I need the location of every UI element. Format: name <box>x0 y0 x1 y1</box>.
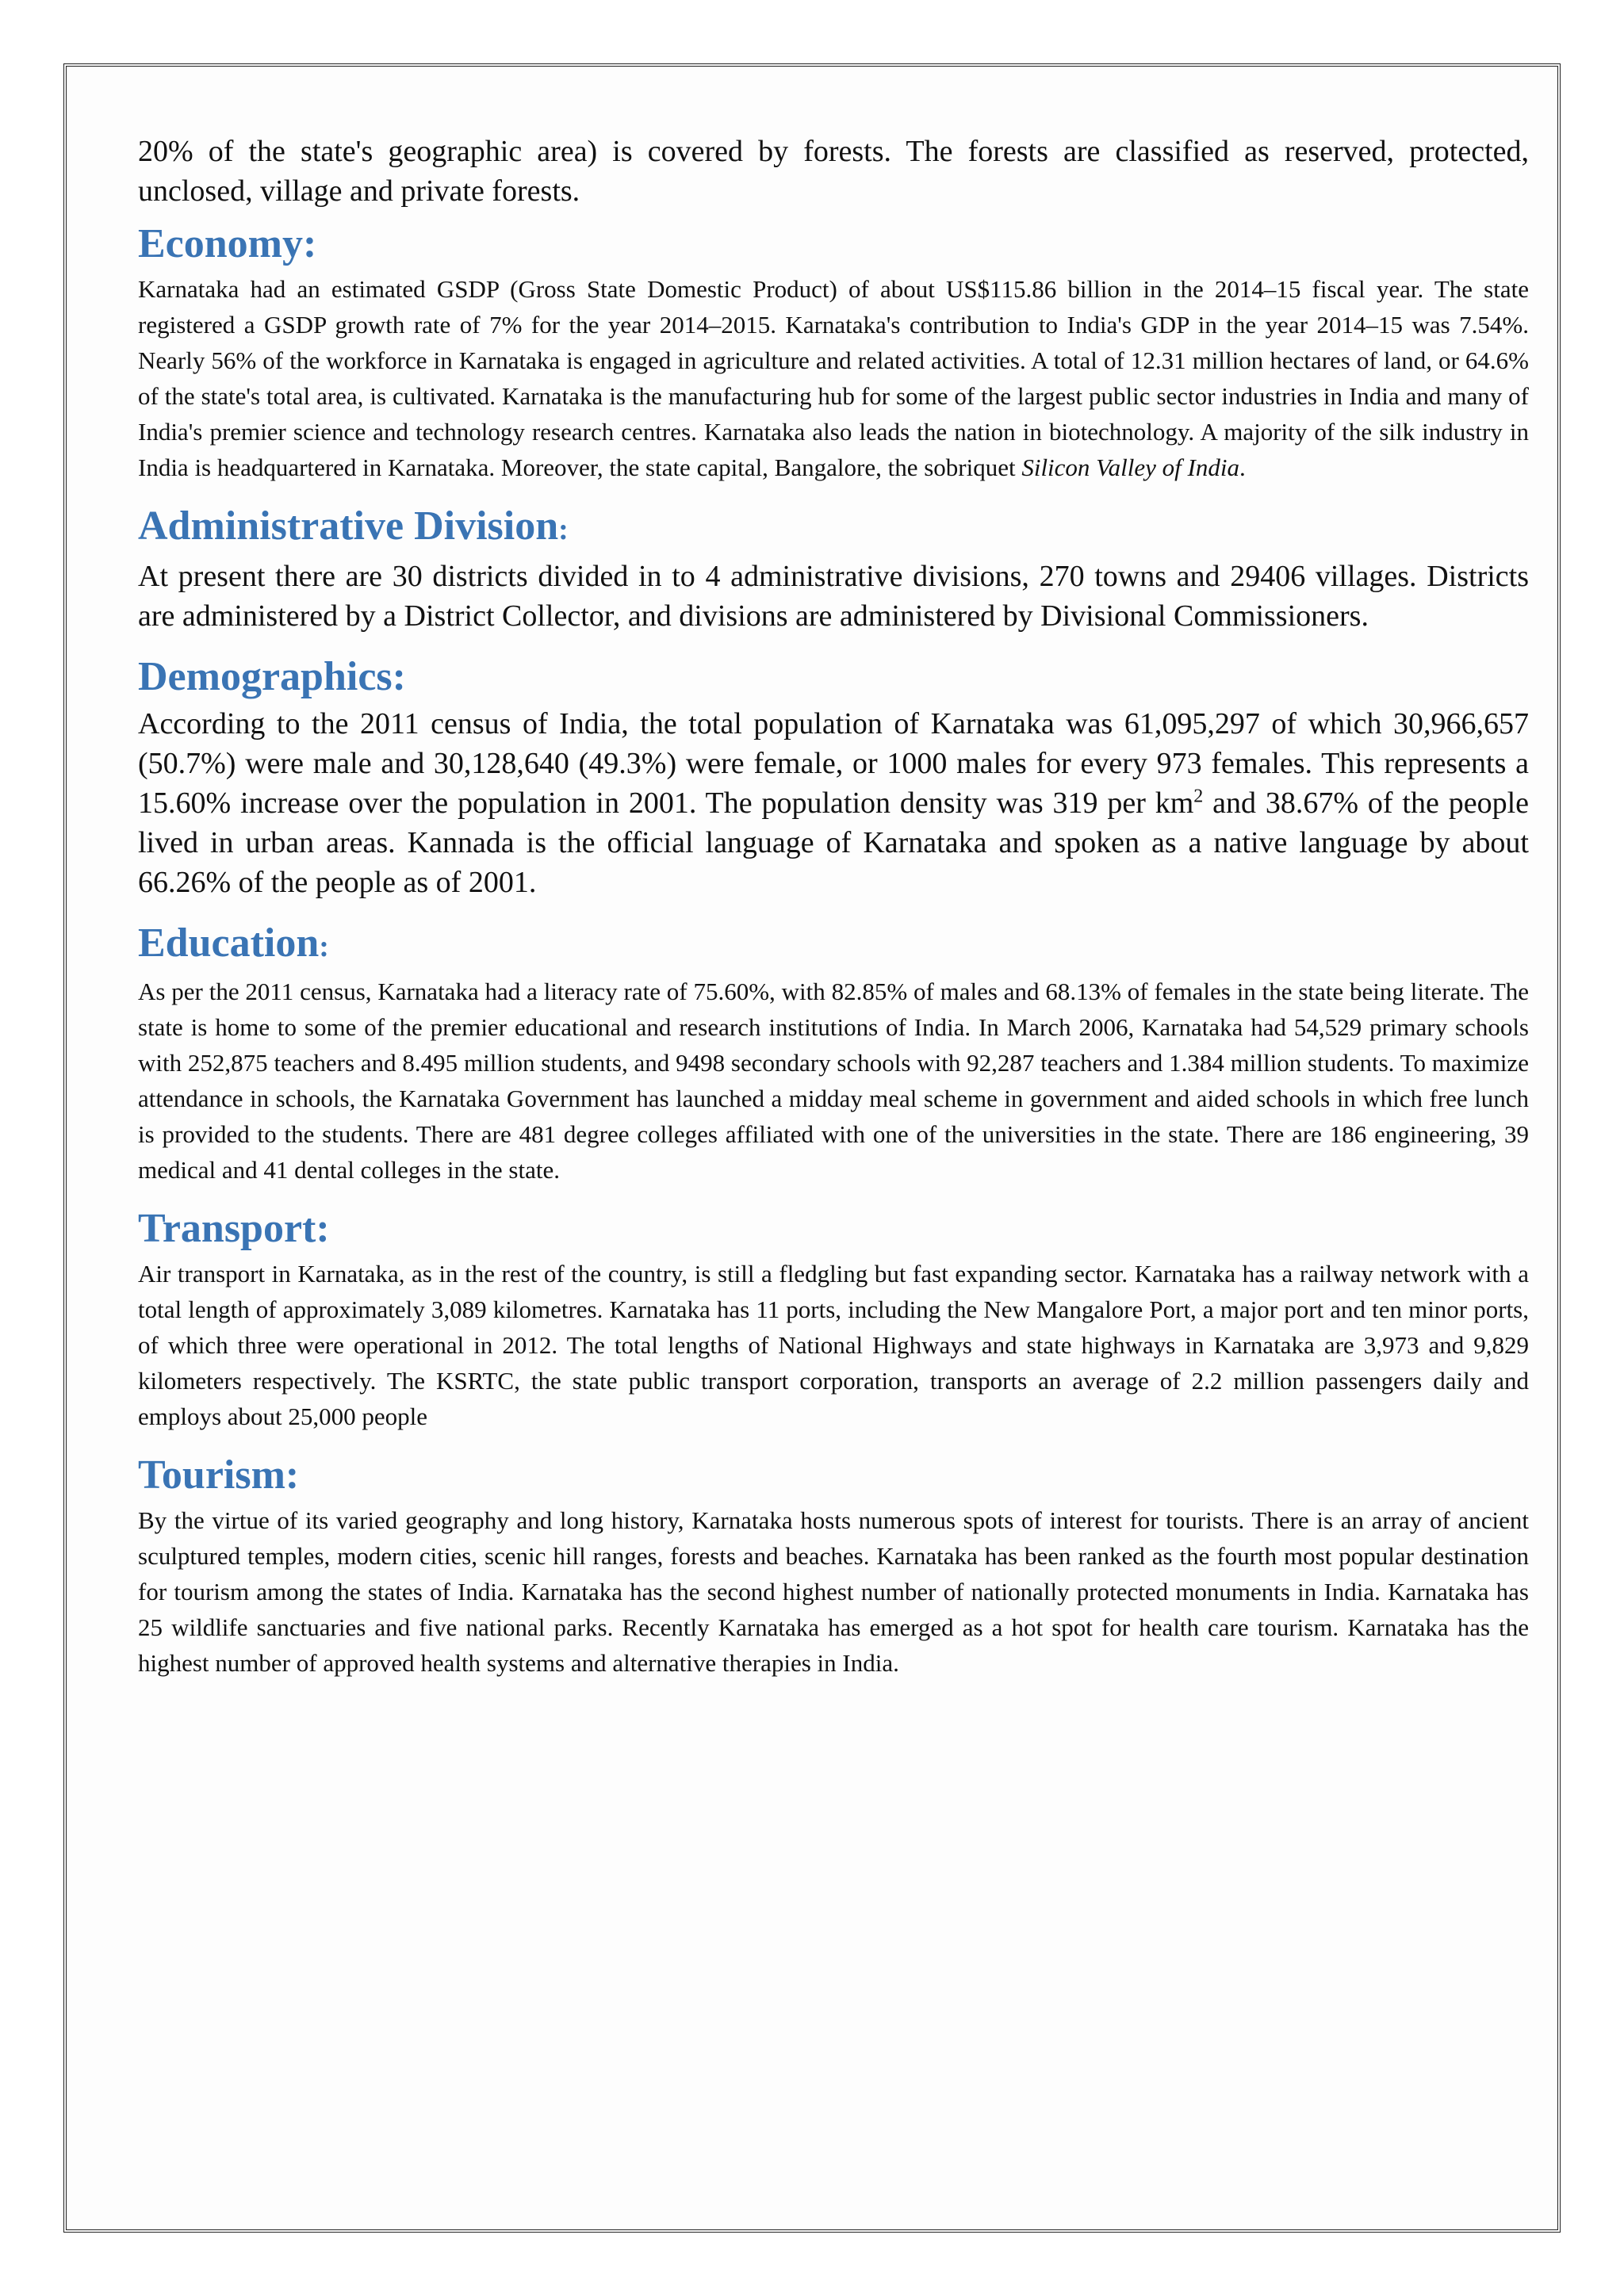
education-section <box>138 921 1529 1188</box>
intro-paragraph: 20% of the state's geographic area) is covered by forests. The forests are classified as reserved, protected, unclosed, village and private forests. <box>138 135 1529 208</box>
tourism-heading: Tourism: <box>138 1452 300 1498</box>
economy-italic-phrase: Silicon Valley of India <box>1021 453 1239 481</box>
superscript-2: 2 <box>1193 786 1204 807</box>
document-body <box>138 132 1529 1681</box>
education-heading <box>138 921 1529 969</box>
demographics-section <box>138 655 1529 902</box>
demographics-paragraph <box>138 704 1529 902</box>
transport-paragraph: Air transport in Karnataka, as in the rest of the country, is still a fledgling but fast expanding sector. Karnataka has a railway network with a total length of approximately 3,089 kilometres. Karnataka has 11 ports, including the New Mangalore Port, a major port and ten minor ports, of which three were operational in 2012. The total lengths of National Highways and state highways in Karnataka are 3,973 and 9,829 kilometers respectively. The KSRTC, the state public transport corporation, transports an average of 2.2 million passengers daily and employs about 25,000 people <box>138 1260 1529 1430</box>
administrative-heading-colon: : <box>558 513 569 546</box>
education-paragraph: As per the 2011 census, Karnataka had a literacy rate of 75.60%, with 82.85% of males and 68.13% of females in the state being literate. The state is home to some of the premier educational and research institutions of India. In March 2006, Karnataka had 54,529 primary schools with 252,875 teachers and 8.495 million students, and 9498 secondary schools with 92,287 teachers and 1.384 million students. To maximize attendance in schools, the Karnataka Government has launched a midday meal scheme in government and aided schools in which free lunch is provided to the students. There are 481 degree colleges affiliated with one of the universities in the state. There are 186 engineering, 39 medical and 41 dental colleges in the state. <box>138 978 1529 1184</box>
transport-section <box>138 1207 1529 1434</box>
economy-section <box>138 222 1529 485</box>
education-heading-text: Education <box>138 920 320 966</box>
economy-paragraph <box>138 271 1529 485</box>
demographics-heading: Demographics: <box>138 654 406 699</box>
education-heading-colon: : <box>319 930 329 963</box>
tourism-paragraph: By the virtue of its varied geography and long history, Karnataka hosts numerous spots of interest for tourists. There is an array of ancient sculptured temples, modern cities, scenic hill ranges, forests and beaches. Karnataka has been ranked as the fourth most popular destination for tourism among the states of India. Karnataka has the second highest number of nationally protected monuments in India. Karnataka has 25 wildlife sanctuaries and five national parks. Recently Karnataka has emerged as a hot spot for health care tourism. Karnataka has the highest number of approved health systems and alternative therapies in India. <box>138 1506 1529 1677</box>
administrative-heading-text: Administrative Division <box>138 503 559 549</box>
transport-heading: Transport: <box>138 1206 330 1251</box>
economy-text: Karnataka had an estimated GSDP (Gross State Domestic Product) of about US$115.86 billion in the 2014–15 fiscal year. The state registered a GSDP growth rate of 7% for the year 2014–2015. Karnataka's contribution to India's GDP in the year 2014–15 was 7.54%. Nearly 56% of the workforce in Karnataka is engaged in agriculture and related activities. A total of 12.31 million hectares of land, or 64.6% of the state's total area, is cultivated. Karnataka is the manufacturing hub for some of the largest public sector industries in India and many of India's premier science and technology research centres. Karnataka also leads the nation in biotechnology. A majority of the silk industry in India is headquartered in Karnataka. Moreover, the state capital, Bangalore, the sobriquet <box>138 275 1529 481</box>
administrative-section <box>138 504 1529 636</box>
administrative-paragraph: At present there are 30 districts divided in to 4 administrative divisions, 270 towns and 29406 villages. Districts are administered by a District Collector, and divisions are administered by Divisional Commissioners. <box>138 560 1529 633</box>
administrative-heading <box>138 504 1529 552</box>
tourism-section <box>138 1453 1529 1681</box>
demographics-text-end: and 38.67% of the people lived in urban areas. Kannada is the official language of Karnataka and spoken as a native language by about 66.26% of the people as of 2001. <box>138 786 1529 899</box>
demographics-text: According to the 2011 census of India, the total population of Karnataka was 61,095,297 of which 30,966,657 (50.7%) were male and 30,128,640 (49.3%) were female, or 1000 males for every 973 females. This represents a 15.60% increase over the population in 2001. The population density was 319 per km <box>138 707 1529 820</box>
economy-heading: Economy: <box>138 221 317 266</box>
economy-text-end: . <box>1239 453 1246 481</box>
